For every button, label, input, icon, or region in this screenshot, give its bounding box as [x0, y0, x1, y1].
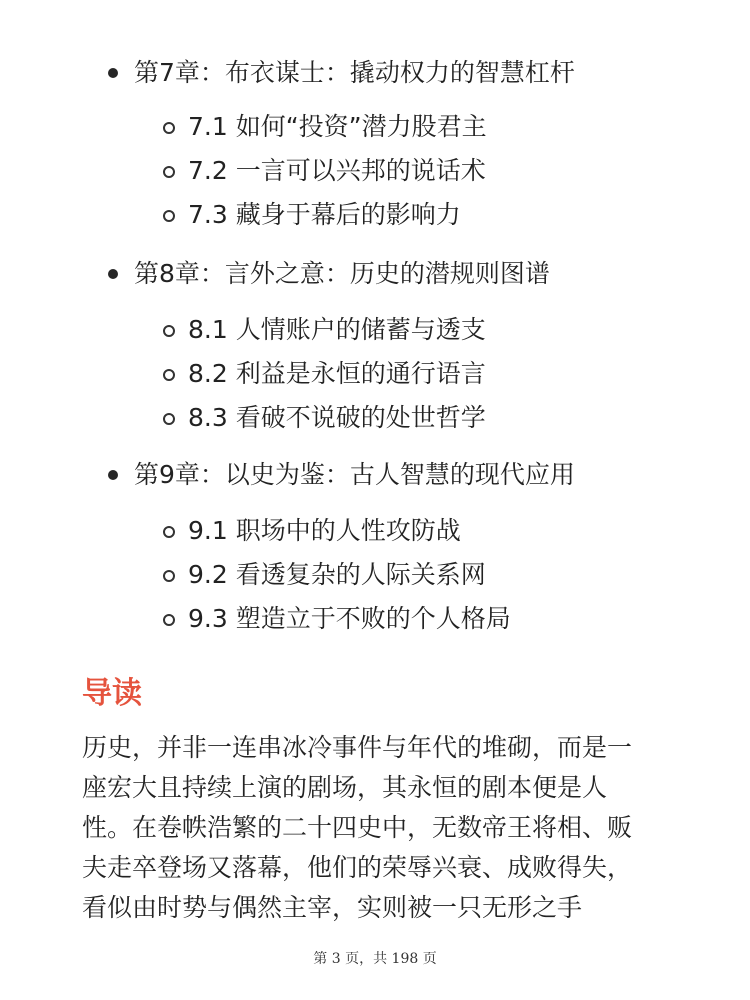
page-number: 第 3 页，共 198 页	[313, 951, 437, 967]
chapter-title: 第7章：布衣谋士：撬动权力的智慧杠杆	[134, 58, 575, 87]
intro-paragraph	[82, 728, 682, 928]
hollow-bullet-icon	[163, 526, 175, 538]
section-list	[0, 308, 750, 440]
section-title: 9.2 看透复杂的人际关系网	[188, 560, 486, 589]
section-item	[0, 352, 750, 396]
paragraph-line: 历史，并非一连串冰冷事件与年代的堆砌，而是一	[82, 733, 633, 762]
chapter-row	[0, 53, 750, 93]
section-title: 7.1 如何“投资”潜力股君主	[188, 112, 487, 141]
section-item	[0, 193, 750, 237]
hollow-bullet-icon	[163, 570, 175, 582]
section-title: 8.1 人情账户的储蓄与透支	[188, 315, 486, 344]
hollow-bullet-icon	[163, 413, 175, 425]
filled-bullet-icon	[108, 68, 118, 78]
section-title: 9.1 职场中的人性攻防战	[188, 516, 461, 545]
intro-heading: 导读	[82, 676, 142, 711]
chapter-9	[0, 455, 750, 633]
section-title: 8.2 利益是永恒的通行语言	[188, 359, 486, 388]
section-title: 9.3 塑造立于不败的个人格局	[188, 604, 511, 633]
chapter-row	[0, 455, 750, 495]
filled-bullet-icon	[108, 269, 118, 279]
section-item	[0, 509, 750, 553]
section-title: 7.3 藏身于幕后的影响力	[188, 200, 461, 229]
hollow-bullet-icon	[163, 210, 175, 222]
section-title: 8.3 看破不说破的处世哲学	[188, 403, 486, 432]
chapter-7	[0, 53, 750, 229]
section-list	[0, 509, 750, 641]
paragraph-line: 看似由时势与偶然主宰，实则被一只无形之手	[82, 893, 583, 922]
paragraph-line: 座宏大且持续上演的剧场，其永恒的剧本便是人	[82, 773, 608, 802]
filled-bullet-icon	[108, 470, 118, 480]
section-item	[0, 149, 750, 193]
chapter-8	[0, 254, 750, 432]
hollow-bullet-icon	[163, 122, 175, 134]
hollow-bullet-icon	[163, 369, 175, 381]
chapter-title: 第8章：言外之意：历史的潜规则图谱	[134, 259, 550, 288]
section-item	[0, 396, 750, 440]
section-item	[0, 597, 750, 641]
section-item	[0, 308, 750, 352]
hollow-bullet-icon	[163, 325, 175, 337]
chapter-row	[0, 254, 750, 294]
section-item	[0, 553, 750, 597]
section-title: 7.2 一言可以兴邦的说话术	[188, 156, 486, 185]
paragraph-line: 夫走卒登场又落幕，他们的荣辱兴衰、成败得失，	[82, 853, 633, 882]
hollow-bullet-icon	[163, 166, 175, 178]
hollow-bullet-icon	[163, 614, 175, 626]
section-list	[0, 105, 750, 237]
section-item	[0, 105, 750, 149]
paragraph-line: 性。在卷帙浩繁的二十四史中，无数帝王将相、贩	[82, 813, 633, 842]
chapter-title: 第9章：以史为鉴：古人智慧的现代应用	[134, 460, 575, 489]
